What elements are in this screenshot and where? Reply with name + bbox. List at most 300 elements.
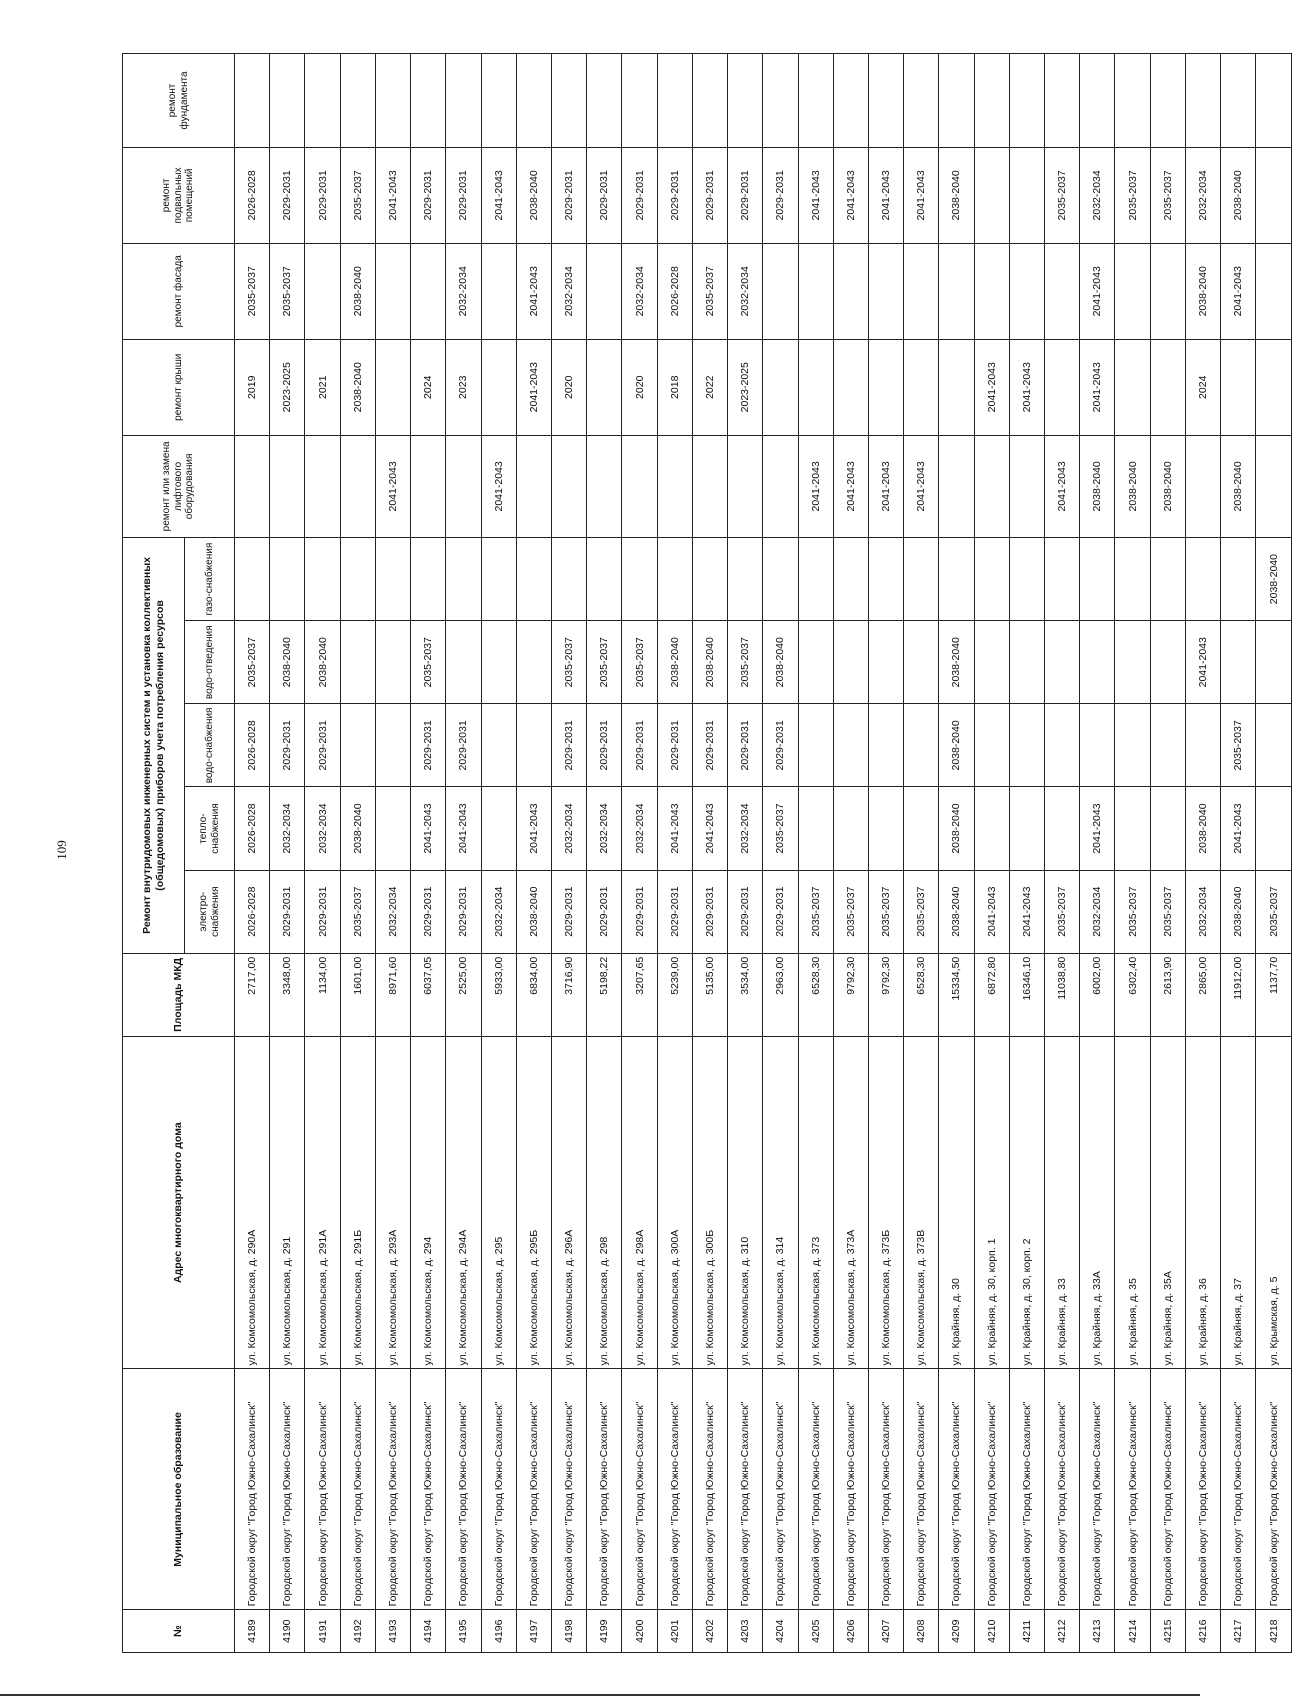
cell-foundation [1080, 54, 1115, 148]
cell-roof: 2024 [1185, 339, 1220, 435]
cell-drain [1009, 621, 1044, 704]
cell-elevator [622, 435, 657, 537]
cell-facade [1115, 243, 1150, 339]
cell-basement: 2029-2031 [728, 147, 763, 243]
cell-electro: 2035-2037 [1115, 870, 1150, 953]
cell-gas [1045, 538, 1080, 621]
cell-basement: 2029-2031 [692, 147, 727, 243]
cell-num: 4215 [1150, 1610, 1185, 1653]
cell-drain [1256, 621, 1292, 704]
cell-heat: 2041-2043 [692, 787, 727, 870]
cell-elevator [1256, 435, 1292, 537]
capital-repair-table [122, 53, 1292, 1653]
cell-area: 6037,05 [411, 953, 446, 1036]
cell-address: ул. Комсомольская, д. 373А [833, 1036, 868, 1369]
cell-foundation [551, 54, 586, 148]
cell-water: 2029-2031 [622, 704, 657, 787]
table-row [340, 54, 375, 1653]
cell-basement: 2029-2031 [763, 147, 798, 243]
cell-address: ул. Комсомольская, д. 373В [904, 1036, 939, 1369]
cell-municipality: Городской округ "Город Южно-Сахалинск" [798, 1369, 833, 1610]
cell-drain: 2038-2040 [692, 621, 727, 704]
cell-gas [692, 538, 727, 621]
cell-roof: 2023 [446, 339, 481, 435]
cell-foundation [868, 54, 903, 148]
cell-facade [587, 243, 622, 339]
cell-address: ул. Крайняя, д. 36 [1185, 1036, 1220, 1369]
table-row [446, 54, 481, 1653]
cell-elevator: 2041-2043 [904, 435, 939, 537]
cell-water [340, 704, 375, 787]
cell-area: 8971,60 [375, 953, 410, 1036]
cell-water [833, 704, 868, 787]
header-municipality: Муниципальное образование [123, 1369, 235, 1610]
cell-municipality: Городской округ "Город Южно-Сахалинск" [1150, 1369, 1185, 1610]
table-row [1115, 54, 1150, 1653]
cell-basement: 2038-2040 [1221, 147, 1256, 243]
cell-foundation [692, 54, 727, 148]
cell-municipality: Городской округ "Город Южно-Сахалинск" [904, 1369, 939, 1610]
cell-municipality: Городской округ "Город Южно-Сахалинск" [375, 1369, 410, 1610]
table-row [270, 54, 305, 1653]
cell-basement: 2035-2037 [1115, 147, 1150, 243]
table-row [516, 54, 551, 1653]
cell-municipality: Городской округ "Город Южно-Сахалинск" [868, 1369, 903, 1610]
cell-foundation [1150, 54, 1185, 148]
cell-drain [1221, 621, 1256, 704]
cell-facade [833, 243, 868, 339]
cell-heat: 2038-2040 [939, 787, 974, 870]
cell-area: 11038,80 [1045, 953, 1080, 1036]
cell-heat: 2032-2034 [728, 787, 763, 870]
cell-address: ул. Комсомольская, д. 295 [481, 1036, 516, 1369]
cell-roof: 2041-2043 [974, 339, 1009, 435]
cell-gas [305, 538, 340, 621]
cell-heat [868, 787, 903, 870]
cell-foundation [763, 54, 798, 148]
cell-heat: 2041-2043 [446, 787, 481, 870]
cell-roof: 2038-2040 [340, 339, 375, 435]
cell-roof: 2041-2043 [516, 339, 551, 435]
cell-water [974, 704, 1009, 787]
cell-heat [481, 787, 516, 870]
cell-electro: 2029-2031 [446, 870, 481, 953]
header-area: Площадь МКД [123, 953, 235, 1036]
cell-drain [481, 621, 516, 704]
cell-gas: 2038-2040 [1256, 538, 1292, 621]
cell-gas [481, 538, 516, 621]
bottom-rule [0, 1694, 1200, 1696]
cell-municipality: Городской округ "Город Южно-Сахалинск" [235, 1369, 270, 1610]
cell-water [1185, 704, 1220, 787]
cell-heat: 2032-2034 [622, 787, 657, 870]
cell-basement: 2038-2040 [516, 147, 551, 243]
cell-num: 4217 [1221, 1610, 1256, 1653]
cell-gas [868, 538, 903, 621]
cell-foundation [516, 54, 551, 148]
cell-facade [305, 243, 340, 339]
cell-address: ул. Крайняя, д. 35А [1150, 1036, 1185, 1369]
cell-area: 3348,00 [270, 953, 305, 1036]
cell-water: 2029-2031 [551, 704, 586, 787]
cell-num: 4191 [305, 1610, 340, 1653]
cell-elevator [340, 435, 375, 537]
cell-num: 4195 [446, 1610, 481, 1653]
cell-address: ул. Комсомольская, д. 314 [763, 1036, 798, 1369]
cell-heat: 2032-2034 [270, 787, 305, 870]
cell-foundation [1256, 54, 1292, 148]
cell-num: 4216 [1185, 1610, 1220, 1653]
cell-water [868, 704, 903, 787]
cell-electro: 2029-2031 [270, 870, 305, 953]
cell-elevator: 2041-2043 [481, 435, 516, 537]
cell-drain [446, 621, 481, 704]
cell-electro: 2035-2037 [1150, 870, 1185, 953]
cell-electro: 2026-2028 [235, 870, 270, 953]
cell-area: 3534,00 [728, 953, 763, 1036]
cell-facade [798, 243, 833, 339]
cell-elevator: 2041-2043 [833, 435, 868, 537]
cell-basement [974, 147, 1009, 243]
cell-electro: 2029-2031 [763, 870, 798, 953]
cell-basement: 2041-2043 [375, 147, 410, 243]
cell-municipality: Городской округ "Город Южно-Сахалинск" [411, 1369, 446, 1610]
cell-foundation [974, 54, 1009, 148]
cell-address: ул. Комсомольская, д. 294 [411, 1036, 446, 1369]
cell-roof: 2023-2025 [270, 339, 305, 435]
table-row [411, 54, 446, 1653]
page-number: 109 [54, 840, 69, 860]
cell-roof: 2020 [551, 339, 586, 435]
header-num: № [123, 1610, 235, 1653]
cell-area: 6834,00 [516, 953, 551, 1036]
cell-facade: 2032-2034 [622, 243, 657, 339]
cell-foundation [305, 54, 340, 148]
cell-gas [375, 538, 410, 621]
cell-water [1256, 704, 1292, 787]
cell-num: 4205 [798, 1610, 833, 1653]
cell-foundation [411, 54, 446, 148]
cell-water [798, 704, 833, 787]
cell-roof: 2020 [622, 339, 657, 435]
cell-foundation [1221, 54, 1256, 148]
cell-basement: 2041-2043 [868, 147, 903, 243]
cell-address: ул. Крайняя, д. 30, корп. 1 [974, 1036, 1009, 1369]
cell-drain: 2038-2040 [939, 621, 974, 704]
cell-num: 4190 [270, 1610, 305, 1653]
cell-num: 4211 [1009, 1610, 1044, 1653]
cell-facade: 2032-2034 [728, 243, 763, 339]
cell-basement: 2029-2031 [411, 147, 446, 243]
cell-num: 4199 [587, 1610, 622, 1653]
cell-area: 15334,50 [939, 953, 974, 1036]
cell-municipality: Городской округ "Город Южно-Сахалинск" [1185, 1369, 1220, 1610]
cell-gas [551, 538, 586, 621]
cell-drain: 2035-2037 [235, 621, 270, 704]
cell-water [516, 704, 551, 787]
cell-address: ул. Крайняя, д. 33А [1080, 1036, 1115, 1369]
cell-basement: 2041-2043 [904, 147, 939, 243]
cell-drain [340, 621, 375, 704]
cell-foundation [833, 54, 868, 148]
cell-electro: 2032-2034 [375, 870, 410, 953]
cell-gas [1009, 538, 1044, 621]
cell-drain [375, 621, 410, 704]
cell-electro: 2029-2031 [692, 870, 727, 953]
cell-foundation [446, 54, 481, 148]
cell-water: 2029-2031 [763, 704, 798, 787]
cell-heat: 2041-2043 [657, 787, 692, 870]
cell-area: 6528,30 [904, 953, 939, 1036]
cell-facade: 2035-2037 [692, 243, 727, 339]
cell-facade [904, 243, 939, 339]
header-gas: газо-снабжения [185, 538, 235, 621]
cell-address: ул. Комсомольская, д. 310 [728, 1036, 763, 1369]
cell-drain [1080, 621, 1115, 704]
cell-water: 2029-2031 [728, 704, 763, 787]
cell-facade [974, 243, 1009, 339]
cell-facade [1045, 243, 1080, 339]
cell-address: ул. Крайняя, д. 35 [1115, 1036, 1150, 1369]
cell-gas [939, 538, 974, 621]
cell-water: 2029-2031 [657, 704, 692, 787]
cell-roof [587, 339, 622, 435]
cell-roof: 2021 [305, 339, 340, 435]
cell-area: 5198,22 [587, 953, 622, 1036]
cell-roof: 2023-2025 [728, 339, 763, 435]
cell-water: 2029-2031 [305, 704, 340, 787]
table-row [939, 54, 974, 1653]
cell-elevator: 2038-2040 [1150, 435, 1185, 537]
cell-water [1045, 704, 1080, 787]
cell-roof: 2041-2043 [1080, 339, 1115, 435]
table-row [1221, 54, 1256, 1653]
table-row [763, 54, 798, 1653]
cell-area: 1137,70 [1256, 953, 1292, 1036]
header-elevator: ремонт или замена лифтового оборудования [123, 435, 235, 537]
cell-roof: 2041-2043 [1009, 339, 1044, 435]
cell-heat: 2038-2040 [1185, 787, 1220, 870]
cell-municipality: Городской округ "Город Южно-Сахалинск" [551, 1369, 586, 1610]
cell-electro: 2029-2031 [657, 870, 692, 953]
cell-foundation [939, 54, 974, 148]
cell-foundation [481, 54, 516, 148]
cell-elevator [1185, 435, 1220, 537]
cell-heat [375, 787, 410, 870]
table-row [1009, 54, 1044, 1653]
cell-roof: 2024 [411, 339, 446, 435]
cell-heat: 2032-2034 [551, 787, 586, 870]
cell-municipality: Городской округ "Город Южно-Сахалинск" [622, 1369, 657, 1610]
cell-foundation [728, 54, 763, 148]
cell-municipality: Городской округ "Город Южно-Сахалинск" [1009, 1369, 1044, 1610]
cell-municipality: Городской округ "Город Южно-Сахалинск" [692, 1369, 727, 1610]
cell-address: ул. Комсомольская, д. 300А [657, 1036, 692, 1369]
cell-basement: 2029-2031 [622, 147, 657, 243]
cell-drain: 2038-2040 [270, 621, 305, 704]
cell-municipality: Городской округ "Город Южно-Сахалинск" [1080, 1369, 1115, 1610]
table-row [657, 54, 692, 1653]
cell-water [481, 704, 516, 787]
cell-area: 6002,00 [1080, 953, 1115, 1036]
cell-facade: 2032-2034 [551, 243, 586, 339]
cell-heat [1009, 787, 1044, 870]
cell-num: 4198 [551, 1610, 586, 1653]
cell-basement: 2035-2037 [1150, 147, 1185, 243]
cell-facade: 2032-2034 [446, 243, 481, 339]
cell-gas [270, 538, 305, 621]
cell-water: 2026-2028 [235, 704, 270, 787]
cell-heat: 2026-2028 [235, 787, 270, 870]
cell-heat: 2041-2043 [1221, 787, 1256, 870]
cell-drain: 2038-2040 [763, 621, 798, 704]
cell-elevator [974, 435, 1009, 537]
cell-municipality: Городской округ "Город Южно-Сахалинск" [481, 1369, 516, 1610]
cell-roof [1221, 339, 1256, 435]
cell-num: 4207 [868, 1610, 903, 1653]
cell-roof [375, 339, 410, 435]
cell-municipality: Городской округ "Город Южно-Сахалинск" [1045, 1369, 1080, 1610]
cell-area: 5135,00 [692, 953, 727, 1036]
table-row [868, 54, 903, 1653]
cell-area: 5239,00 [657, 953, 692, 1036]
cell-elevator [763, 435, 798, 537]
cell-facade [375, 243, 410, 339]
header-heat: тепло-снабжения [185, 787, 235, 870]
cell-municipality: Городской округ "Город Южно-Сахалинск" [305, 1369, 340, 1610]
cell-roof [939, 339, 974, 435]
cell-address: ул. Комсомольская, д. 298 [587, 1036, 622, 1369]
cell-municipality: Городской округ "Город Южно-Сахалинск" [833, 1369, 868, 1610]
cell-elevator: 2041-2043 [798, 435, 833, 537]
cell-elevator [587, 435, 622, 537]
cell-electro: 2035-2037 [904, 870, 939, 953]
cell-heat [904, 787, 939, 870]
table-row [728, 54, 763, 1653]
cell-drain: 2035-2037 [587, 621, 622, 704]
cell-drain [1045, 621, 1080, 704]
cell-roof [1045, 339, 1080, 435]
cell-address: ул. Комсомольская, д. 291 [270, 1036, 305, 1369]
cell-elevator: 2041-2043 [1045, 435, 1080, 537]
cell-address: ул. Крайняя, д. 33 [1045, 1036, 1080, 1369]
cell-drain: 2041-2043 [1185, 621, 1220, 704]
cell-heat [1045, 787, 1080, 870]
table-row [1080, 54, 1115, 1653]
table-row [1256, 54, 1292, 1653]
cell-drain [1115, 621, 1150, 704]
table-row [904, 54, 939, 1653]
cell-num: 4201 [657, 1610, 692, 1653]
header-repair-systems: Ремонт внутридомовых инженерных систем и установка коллективных (общедомовых) приборов учета потребления ресурсов [123, 538, 185, 954]
table-row [481, 54, 516, 1653]
cell-gas [728, 538, 763, 621]
cell-water: 2029-2031 [587, 704, 622, 787]
cell-electro: 2041-2043 [974, 870, 1009, 953]
cell-heat: 2041-2043 [1080, 787, 1115, 870]
cell-elevator: 2038-2040 [1115, 435, 1150, 537]
table-row [798, 54, 833, 1653]
cell-drain [868, 621, 903, 704]
cell-municipality: Городской округ "Город Южно-Сахалинск" [1115, 1369, 1150, 1610]
cell-area: 2865,00 [1185, 953, 1220, 1036]
cell-basement [1009, 147, 1044, 243]
cell-num: 4197 [516, 1610, 551, 1653]
cell-num: 4203 [728, 1610, 763, 1653]
cell-address: ул. Крайняя, д. 37 [1221, 1036, 1256, 1369]
cell-num: 4193 [375, 1610, 410, 1653]
header-electro: электро-снабжения [185, 870, 235, 953]
cell-water: 2038-2040 [939, 704, 974, 787]
cell-water [375, 704, 410, 787]
cell-num: 4218 [1256, 1610, 1292, 1653]
cell-heat: 2035-2037 [763, 787, 798, 870]
cell-gas [622, 538, 657, 621]
cell-basement: 2026-2028 [235, 147, 270, 243]
cell-num: 4210 [974, 1610, 1009, 1653]
cell-num: 4214 [1115, 1610, 1150, 1653]
cell-roof [1115, 339, 1150, 435]
cell-address: ул. Крайняя, д. 30, корп. 2 [1009, 1036, 1044, 1369]
cell-address: ул. Комсомольская, д. 373 [798, 1036, 833, 1369]
cell-gas [833, 538, 868, 621]
cell-foundation [798, 54, 833, 148]
cell-num: 4209 [939, 1610, 974, 1653]
cell-num: 4208 [904, 1610, 939, 1653]
cell-elevator [692, 435, 727, 537]
cell-electro: 2029-2031 [622, 870, 657, 953]
cell-electro: 2038-2040 [1221, 870, 1256, 953]
cell-elevator: 2038-2040 [1221, 435, 1256, 537]
cell-electro: 2035-2037 [798, 870, 833, 953]
cell-gas [974, 538, 1009, 621]
cell-basement: 2029-2031 [587, 147, 622, 243]
cell-drain: 2035-2037 [411, 621, 446, 704]
cell-gas [446, 538, 481, 621]
cell-foundation [235, 54, 270, 148]
header-address: Адрес многоквартирного дома [123, 1036, 235, 1369]
cell-area: 6302,40 [1115, 953, 1150, 1036]
cell-basement: 2029-2031 [270, 147, 305, 243]
cell-roof [798, 339, 833, 435]
cell-num: 4204 [763, 1610, 798, 1653]
cell-gas [1080, 538, 1115, 621]
cell-drain: 2038-2040 [305, 621, 340, 704]
cell-electro: 2029-2031 [728, 870, 763, 953]
cell-drain: 2038-2040 [657, 621, 692, 704]
cell-foundation [904, 54, 939, 148]
cell-facade: 2041-2043 [1221, 243, 1256, 339]
cell-gas [235, 538, 270, 621]
cell-heat: 2038-2040 [340, 787, 375, 870]
cell-municipality: Городской округ "Город Южно-Сахалинск" [1221, 1369, 1256, 1610]
header-drain: водо-отведения [185, 621, 235, 704]
cell-facade [868, 243, 903, 339]
cell-basement: 2041-2043 [833, 147, 868, 243]
cell-drain: 2035-2037 [728, 621, 763, 704]
cell-basement: 2032-2034 [1080, 147, 1115, 243]
cell-num: 4202 [692, 1610, 727, 1653]
cell-elevator [516, 435, 551, 537]
cell-gas [1115, 538, 1150, 621]
cell-foundation [375, 54, 410, 148]
cell-foundation [587, 54, 622, 148]
cell-facade [1256, 243, 1292, 339]
cell-num: 4192 [340, 1610, 375, 1653]
cell-area: 6872,80 [974, 953, 1009, 1036]
cell-foundation [1185, 54, 1220, 148]
cell-facade [1150, 243, 1185, 339]
